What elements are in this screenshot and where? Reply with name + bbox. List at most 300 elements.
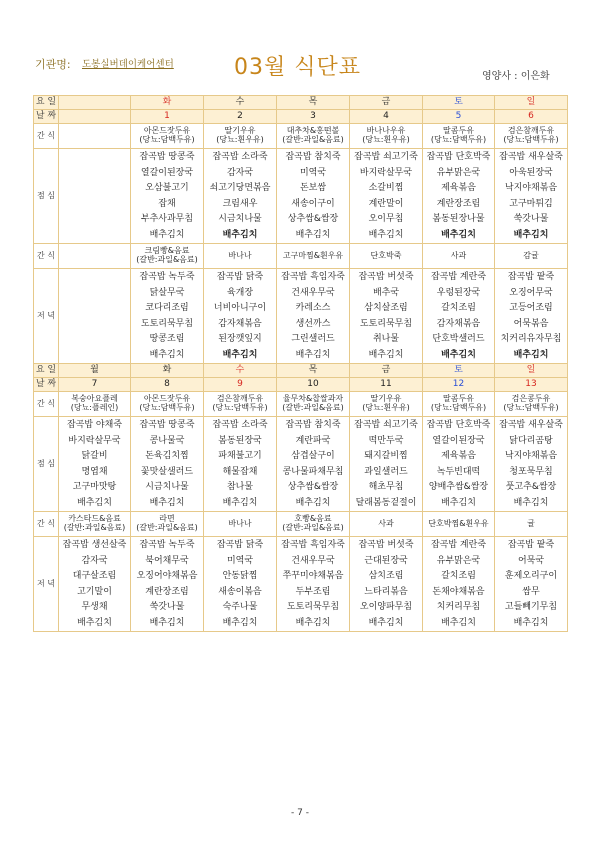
page-number: - 7 - [291, 808, 309, 818]
menu-item: 쑥갓나물 [149, 602, 185, 612]
snack-pm-cell [277, 244, 350, 269]
nutritionist: 영양사 : 이은화 [482, 71, 550, 82]
menu-item: 배추김치 [149, 617, 185, 628]
org-name: 도봉실버데이케어센터 [82, 59, 174, 70]
snack-line: 호빵&음료 [294, 514, 332, 524]
menu-item: 새송이볶음 [218, 586, 262, 597]
menu-item: 도토리묵무침 [359, 318, 413, 329]
snack-pm-cell [131, 512, 204, 537]
row-label-snack-pm: 간 식 [34, 244, 59, 269]
snack-line: (당뇨:담백두유) [212, 403, 268, 412]
menu-item: 어묵국 [517, 555, 545, 566]
row-label-day: 요 일 [34, 96, 59, 110]
dinner-cell [495, 269, 568, 364]
menu-item: 고구마튀김 [509, 198, 553, 209]
dinner-cell [350, 537, 423, 632]
menu-item: 시금치나물 [145, 482, 189, 492]
menu-table [33, 95, 568, 632]
menu-item: 훈제오리구이 [504, 571, 558, 581]
snack-line: (갈반:과일&음료) [282, 523, 344, 532]
snack-line: 카스타드&음료 [68, 514, 121, 524]
menu-item: 계란장조림 [436, 198, 481, 209]
menu-item: 치커리유자무침 [500, 334, 562, 344]
day-cell: 화 [131, 96, 204, 110]
snack-line: 바나나 [228, 518, 252, 528]
menu-item: 잡곡밥 참치죽 [285, 152, 341, 162]
menu-item: 고들빼기무침 [504, 602, 558, 612]
snack-line: 딸콤두유 [443, 394, 474, 404]
menu-item: 바지락살무국 [68, 435, 121, 446]
menu-item: 육개장 [226, 287, 254, 298]
snack-line: (갈반:과일&음료) [282, 403, 344, 412]
snack-pm-cell [204, 512, 277, 537]
menu-item: 고기말이 [77, 586, 112, 597]
lunch-cell [204, 417, 277, 512]
snack-cell [423, 124, 495, 149]
menu-item: 청포묵무침 [509, 466, 553, 477]
snack-line: 바나나 [228, 250, 252, 260]
menu-item: 잡곡밥 흑임자죽 [281, 540, 345, 550]
menu-item: 닭살무국 [149, 287, 185, 298]
row-label-dinner: 저 녁 [34, 537, 59, 632]
menu-item: 고등어조림 [509, 303, 553, 313]
snack-line: 대추차&홍떤볼 [286, 126, 340, 136]
snack-line: 딸기우유 [224, 126, 256, 136]
menu-item: 녹두빈대떡 [436, 466, 481, 477]
menu-item: 오이양파무침 [359, 602, 413, 612]
snack-line: (당뇨:담백두유) [430, 135, 487, 144]
menu-item: 배추김치 [441, 349, 476, 360]
menu-item: 두부조림 [295, 586, 331, 597]
menu-item: 고구마맛탕 [72, 482, 117, 492]
lunch-cell [277, 417, 350, 512]
menu-item: 잡곡밥 단호박죽 [426, 152, 491, 162]
menu-item: 감자채볶음 [218, 318, 262, 329]
day-cell: 화 [131, 364, 204, 378]
menu-item: 계란말이 [368, 198, 404, 209]
menu-item: 돈육김치찜 [145, 451, 189, 461]
menu-item: 코다리조림 [145, 303, 189, 313]
date-cell: 5 [423, 110, 495, 124]
row-label-lunch: 점 심 [34, 417, 59, 512]
date-cell: 6 [495, 110, 568, 124]
menu-item: 돼지갈비찜 [364, 451, 408, 461]
snack-line: 검은콩두유 [511, 394, 551, 404]
snack-line: 단호박죽 [370, 250, 402, 260]
menu-item: 배추김치 [513, 617, 549, 628]
menu-item: 땅콩조림 [149, 334, 185, 344]
menu-item: 배추김치 [295, 617, 331, 628]
menu-item: 잡곡밥 팥죽 [507, 272, 555, 282]
snack-line: (당뇨:흰우유) [362, 135, 410, 144]
snack-line: (당뇨:플레인) [70, 403, 119, 412]
menu-item: 감자국 [226, 167, 254, 178]
snack-line: 딸콤두유 [443, 126, 474, 136]
menu-item: 배추김치 [295, 349, 331, 360]
menu-item: 유부맑은국 [436, 555, 481, 566]
menu-item: 쌈무 [522, 586, 540, 597]
menu-item: 봄동된장국 [218, 435, 262, 446]
menu-item: 쑥갓나물 [513, 214, 549, 224]
menu-item: 제육볶음 [441, 183, 476, 193]
menu-item: 도토리묵무침 [286, 602, 340, 612]
snack-line: (당뇨:담백두유) [139, 135, 195, 144]
menu-item: 건새우무국 [291, 287, 335, 298]
day-cell: 토 [423, 96, 495, 110]
menu-item: 돈보쌈 [299, 183, 327, 193]
menu-item: 카레소스 [295, 303, 331, 313]
menu-item: 아욱된장국 [509, 167, 553, 178]
menu-item: 잡곡밥 새우살죽 [499, 152, 563, 162]
date-cell: 9 [204, 378, 277, 392]
snack-cell [131, 124, 204, 149]
snack-cell [423, 392, 495, 417]
menu-item: 잡곡밥 쇠고기죽 [354, 420, 418, 430]
date-cell: 11 [350, 378, 423, 392]
snack-line: (갈반:과일&음료) [63, 523, 126, 532]
snack-line: 바나나우유 [366, 126, 406, 136]
menu-item: 제육볶음 [441, 451, 476, 461]
snack-line: 사과 [450, 250, 467, 260]
snack-line: 크림빵&음료 [144, 246, 190, 256]
row-label-snack-pm: 간 식 [34, 512, 59, 537]
menu-item: 쭈꾸미야채볶음 [282, 571, 344, 581]
menu-item: 배추김치 [295, 497, 331, 508]
menu-item: 대구살조림 [72, 571, 117, 581]
menu-item: 배추김치 [441, 617, 476, 628]
day-cell: 일 [495, 96, 568, 110]
menu-item: 근대된장국 [364, 555, 408, 566]
snack-line: 검은참깨두유 [216, 394, 264, 404]
menu-item: 오이무침 [368, 214, 404, 224]
menu-item: 부추사과무침 [140, 214, 194, 224]
snack-cell [59, 124, 131, 149]
snack-line: 딸기우유 [370, 394, 402, 404]
menu-item: 양배추쌈&쌈장 [428, 482, 489, 492]
menu-item: 잡곡밥 흑임자죽 [281, 272, 345, 282]
snack-line: (갈반:과일&음료) [136, 255, 198, 264]
snack-pm-cell [59, 244, 131, 269]
menu-item: 배추김치 [222, 229, 258, 240]
snack-pm-cell [350, 244, 423, 269]
menu-item: 잡곡밥 새우살죽 [499, 420, 563, 430]
menu-item: 치커리무침 [436, 602, 481, 612]
snack-line: (당뇨:흰우유) [216, 135, 264, 144]
menu-item: 삼치살조림 [364, 303, 408, 313]
row-label-date: 날 짜 [34, 378, 59, 392]
menu-item: 배추김치 [513, 349, 549, 360]
menu-item: 잡곡밥 참치죽 [285, 420, 341, 430]
menu-item: 오징어야채볶음 [136, 571, 198, 581]
snack-line: (당뇨:담백두유) [503, 135, 559, 144]
row-label-snack: 간 식 [34, 124, 59, 149]
menu-item: 닭갈비 [81, 451, 108, 461]
menu-item: 배추김치 [441, 497, 476, 508]
menu-item: 배추김치 [149, 229, 185, 240]
menu-item: 배추김치 [222, 497, 258, 508]
menu-item: 취나물 [372, 334, 400, 344]
snack-cell [277, 392, 350, 417]
menu-item: 안동닭찜 [222, 571, 258, 581]
menu-item: 어묵볶음 [513, 318, 549, 329]
day-cell: 수 [204, 96, 277, 110]
date-cell: 10 [277, 378, 350, 392]
snack-pm-cell [204, 244, 277, 269]
snack-line: (갈반:과일&음료) [136, 523, 198, 532]
menu-item: 명엽채 [81, 466, 108, 477]
lunch-cell [495, 149, 568, 244]
menu-item: 닭다리곰탕 [509, 435, 553, 446]
menu-item: 상추쌈&쌈장 [287, 214, 339, 224]
menu-item: 계란장조림 [145, 586, 189, 597]
org-label: 기관명: [35, 58, 71, 71]
row-label-lunch: 점 심 [34, 149, 59, 244]
menu-item: 잡곡밥 버섯죽 [358, 272, 414, 282]
row-label-dinner: 저 녁 [34, 269, 59, 364]
day-cell: 금 [350, 364, 423, 378]
lunch-cell [495, 417, 568, 512]
menu-item: 배추김치 [368, 617, 404, 628]
snack-cell [59, 392, 131, 417]
menu-item: 열갈이된장국 [432, 435, 485, 446]
snack-cell [495, 124, 568, 149]
menu-item: 단호박샐러드 [432, 334, 485, 344]
menu-item: 잡채 [158, 198, 176, 209]
snack-line: (당뇨:담백두유) [430, 403, 487, 412]
menu-item: 배추김치 [222, 349, 258, 360]
menu-item: 낙지야채볶음 [504, 183, 558, 193]
menu-item: 콩나물국 [149, 435, 185, 446]
snack-cell [350, 392, 423, 417]
day-cell: 일 [495, 364, 568, 378]
dinner-cell [350, 269, 423, 364]
snack-line: 라면 [159, 514, 175, 524]
menu-item: 과일샐러드 [364, 466, 408, 477]
date-cell [59, 110, 131, 124]
lunch-cell [350, 149, 423, 244]
menu-item: 느타리볶음 [364, 586, 408, 597]
page-header [0, 0, 600, 95]
menu-item: 소갈비찜 [368, 183, 404, 193]
menu-item: 도토리묵무침 [140, 318, 194, 329]
menu-item: 유부맑은국 [436, 167, 481, 178]
menu-item: 잡곡밥 닭죽 [216, 540, 264, 550]
dinner-cell [277, 537, 350, 632]
dinner-cell [59, 537, 131, 632]
lunch-cell [277, 149, 350, 244]
day-cell: 토 [423, 364, 495, 378]
day-cell: 목 [277, 96, 350, 110]
snack-pm-cell [131, 244, 204, 269]
dinner-cell [59, 269, 131, 364]
snack-pm-cell [350, 512, 423, 537]
menu-item: 잡곡밥 녹두죽 [139, 272, 195, 282]
menu-item: 달래봄동겉절이 [355, 497, 417, 508]
snack-pm-cell [59, 512, 131, 537]
lunch-cell [59, 417, 131, 512]
menu-item: 잡곡밥 닭죽 [216, 272, 264, 282]
menu-item: 시금치나물 [218, 214, 262, 224]
menu-item: 무생채 [81, 602, 108, 612]
day-cell: 월 [59, 364, 131, 378]
date-cell: 12 [423, 378, 495, 392]
snack-line: 귤 [527, 518, 535, 528]
menu-item: 열갈이된장국 [140, 167, 194, 178]
dinner-cell [423, 269, 495, 364]
menu-item: 해초무침 [368, 482, 404, 492]
menu-item: 쇠고기당면볶음 [209, 183, 271, 193]
menu-item: 오징어무국 [509, 287, 553, 298]
menu-item: 계란파국 [295, 435, 331, 446]
day-cell: 수 [204, 364, 277, 378]
menu-item: 풋고추&쌈장 [505, 482, 557, 492]
menu-item: 꽃맛살샐러드 [140, 466, 194, 477]
snack-cell [204, 124, 277, 149]
snack-pm-cell [423, 244, 495, 269]
date-cell: 1 [131, 110, 204, 124]
menu-item: 배추김치 [77, 497, 112, 508]
snack-cell [131, 392, 204, 417]
snack-cell [277, 124, 350, 149]
lunch-cell [423, 417, 495, 512]
snack-line: 사과 [378, 518, 394, 528]
menu-item: 갈치조림 [441, 571, 476, 581]
menu-item: 감자채볶음 [436, 318, 481, 329]
menu-item: 참나물 [226, 482, 254, 492]
snack-line: (갈반:과일&음료) [282, 135, 344, 144]
snack-pm-cell [495, 512, 568, 537]
menu-item: 오삼불고기 [145, 183, 189, 193]
date-cell: 2 [204, 110, 277, 124]
menu-item: 새송이구이 [291, 198, 335, 209]
menu-item: 잡곡밥 팥죽 [507, 540, 555, 550]
date-cell: 8 [131, 378, 204, 392]
menu-item: 잡곡밥 생선살죽 [62, 540, 127, 550]
menu-item: 잡곡밥 소라죽 [212, 420, 268, 430]
menu-item: 삼겹살구이 [291, 451, 335, 461]
menu-item: 배추김치 [295, 229, 331, 240]
snack-line: 아몬드잣두유 [143, 126, 191, 136]
menu-item: 돈채야채볶음 [432, 586, 485, 597]
menu-item: 미역국 [226, 555, 254, 566]
menu-item: 배추국 [372, 287, 400, 298]
row-label-date: 날 짜 [34, 110, 59, 124]
snack-line: (당뇨:담백두유) [503, 403, 559, 412]
lunch-cell [350, 417, 423, 512]
menu-item: 배추김치 [149, 497, 185, 508]
snack-line: 단호박찜&흰우유 [428, 518, 489, 528]
menu-item: 낙지야채볶음 [504, 451, 558, 461]
lunch-cell [204, 149, 277, 244]
day-cell: 목 [277, 364, 350, 378]
menu-item: 배추김치 [222, 617, 258, 628]
menu-item: 잡곡밥 계란죽 [430, 272, 487, 282]
date-cell: 3 [277, 110, 350, 124]
menu-item: 숙주나물 [222, 602, 258, 612]
menu-item: 상추쌈&쌈장 [287, 482, 339, 492]
menu-item: 우렁된장국 [436, 287, 481, 298]
snack-line: 검은참깨두유 [507, 126, 555, 136]
menu-item: 잡곡밥 단호박죽 [426, 420, 491, 430]
menu-item: 너비아니구이 [213, 303, 267, 313]
menu-item: 봄동된장나물 [432, 214, 485, 224]
snack-line: 아몬드잣두유 [143, 394, 191, 404]
menu-item: 배추김치 [368, 349, 404, 360]
menu-item: 배추김치 [441, 229, 476, 240]
menu-item: 잡곡밥 소라죽 [212, 152, 268, 162]
menu-item: 잡곡밥 쇠고기죽 [354, 152, 418, 162]
menu-item: 잡곡밥 땅콩죽 [139, 152, 195, 162]
menu-item: 콩나물파채무침 [282, 466, 344, 477]
snack-line: 고구마찜&흰우유 [282, 250, 344, 260]
menu-item: 갈치조림 [441, 303, 476, 313]
menu-item: 잡곡밥 땅콩죽 [139, 420, 195, 430]
snack-line: 감귤 [523, 250, 539, 260]
snack-line: (당뇨:흰우유) [362, 403, 410, 412]
lunch-cell [131, 149, 204, 244]
dinner-cell [204, 269, 277, 364]
menu-item: 바지락살무국 [359, 167, 413, 178]
snack-line: (당뇨:담백두유) [139, 403, 195, 412]
menu-item: 떡만두국 [368, 435, 404, 446]
menu-item: 배추김치 [77, 617, 112, 628]
page-title: 03월 식단표 [234, 55, 361, 80]
menu-item: 잡곡밥 버섯죽 [358, 540, 414, 550]
menu-item: 된장깻잎지 [218, 334, 262, 344]
menu-item: 미역국 [299, 167, 327, 178]
lunch-cell [423, 149, 495, 244]
menu-item: 배추김치 [149, 349, 185, 360]
day-cell: 금 [350, 96, 423, 110]
menu-item: 감자국 [81, 555, 108, 566]
menu-item: 생선까스 [295, 318, 331, 329]
row-label-day: 요 일 [34, 364, 59, 378]
snack-cell [495, 392, 568, 417]
menu-item: 배추김치 [513, 497, 549, 508]
menu-item: 그린샐러드 [291, 334, 335, 344]
menu-item: 잡곡밥 야채죽 [66, 420, 123, 430]
date-cell: 13 [495, 378, 568, 392]
snack-pm-cell [495, 244, 568, 269]
day-cell [59, 96, 131, 110]
menu-item: 삼치조림 [368, 571, 404, 581]
lunch-cell [131, 417, 204, 512]
menu-item: 해물잡채 [222, 466, 258, 477]
menu-item: 잡곡밥 녹두죽 [139, 540, 195, 550]
menu-item: 잡곡밥 계란죽 [430, 540, 487, 550]
lunch-cell [59, 149, 131, 244]
dinner-cell [423, 537, 495, 632]
snack-cell [204, 392, 277, 417]
menu-item: 북어채무국 [145, 555, 189, 566]
snack-line: 율무차&찹쌀과자 [282, 394, 344, 404]
snack-cell [350, 124, 423, 149]
dinner-cell [204, 537, 277, 632]
menu-item: 배추김치 [513, 229, 549, 240]
date-cell: 4 [350, 110, 423, 124]
menu-item: 파채불고기 [218, 451, 262, 461]
snack-pm-cell [277, 512, 350, 537]
menu-item: 크림새우 [222, 198, 258, 209]
snack-pm-cell [423, 512, 495, 537]
dinner-cell [131, 269, 204, 364]
dinner-cell [495, 537, 568, 632]
dinner-cell [277, 269, 350, 364]
menu-item: 건새우무국 [291, 555, 335, 566]
row-label-snack: 간 식 [34, 392, 59, 417]
dinner-cell [131, 537, 204, 632]
snack-line: 복숭아요플레 [71, 394, 118, 404]
